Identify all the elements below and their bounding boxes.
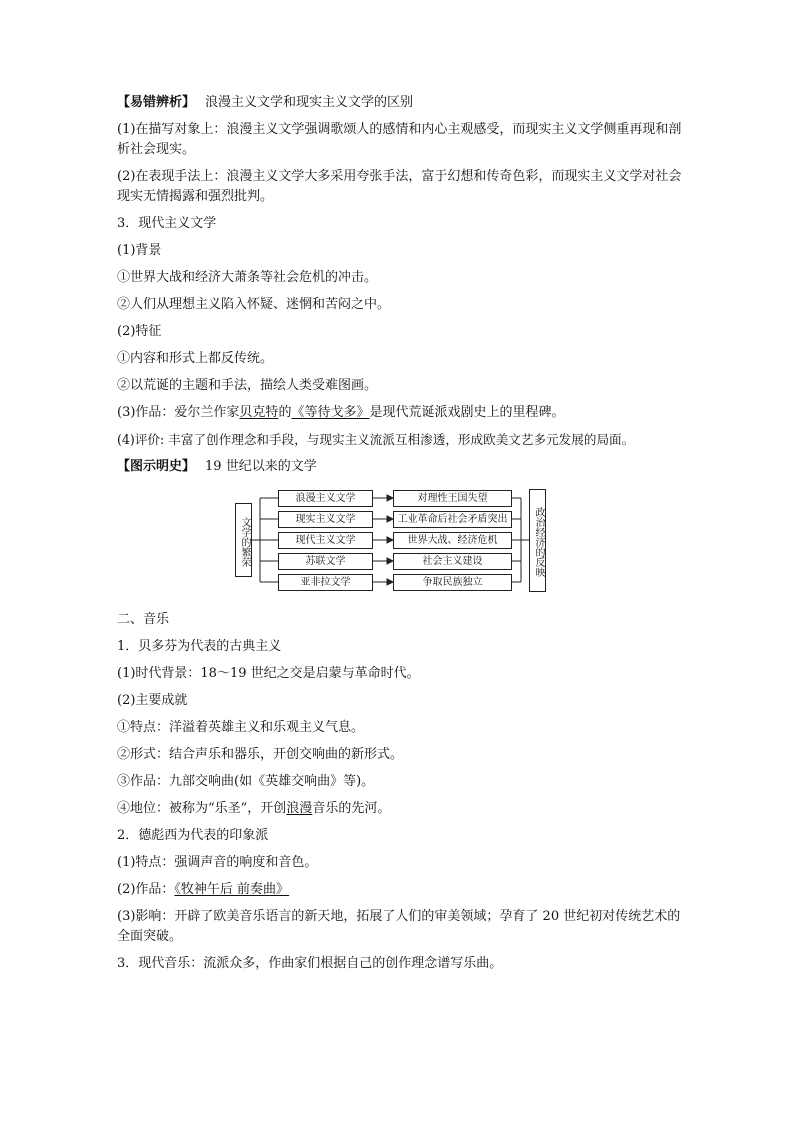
section-music-title: 二、音乐 xyxy=(117,612,170,627)
features-item-1: ①内容和形式上都反传统。 xyxy=(117,351,274,366)
cause-box: 世界大战、经济危机 xyxy=(393,532,512,549)
genre-box: 现代主义文学 xyxy=(278,532,373,549)
note-subtitle: 浪漫主义文学和现实主义文学的区别 xyxy=(205,95,414,110)
document-page xyxy=(117,93,687,981)
works-prefix: (3)作品：爱尔兰作家 xyxy=(117,405,240,420)
debussy-feature: (1)特点：强调声音的响度和音色。 xyxy=(117,855,318,870)
cause-box: 争取民族独立 xyxy=(393,574,512,591)
heading-modern-music: 3．现代音乐：流派众多，作曲家们根据自己的创作理念谱写乐曲。 xyxy=(117,956,503,971)
genre-box: 苏联文学 xyxy=(278,553,373,570)
works-mid: 的 xyxy=(278,405,292,420)
features-item-2: ②以荒诞的主题和手法，描绘人类受难图画。 xyxy=(117,378,378,393)
diagram-title: 【图示明史】 xyxy=(117,459,196,474)
debussy-influence: (3)影响：开辟了欧美音乐语言的新天地，拓展了人们的审美领域；孕育了 20 世纪初对传统艺术的全面突破。 xyxy=(117,909,681,944)
note-heading xyxy=(117,93,687,120)
diagram-left-label: 文学的繁荣 xyxy=(235,503,252,577)
achievement-4 xyxy=(117,799,687,826)
achievements-label: (2)主要成就 xyxy=(117,693,188,708)
achievement-1: ①特点：洋溢着英雄主义和乐观主义气息。 xyxy=(117,720,365,735)
works-suffix: 是现代荒诞派戏剧史上的里程碑。 xyxy=(369,405,565,420)
diagram-heading xyxy=(117,457,687,484)
heading-beethoven: 1．贝多芬为代表的古典主义 xyxy=(117,639,282,654)
paragraph-depiction: (1)在描写对象上：浪漫主义文学强调歌颂人的感情和内心主观感受，而现实主义文学侧重再现和剖析社会现实。 xyxy=(117,122,682,157)
status-underlined: 浪漫 xyxy=(286,801,313,816)
genre-box: 亚非拉文学 xyxy=(278,574,373,591)
debussy-works xyxy=(117,880,687,907)
status-suffix: 音乐的先河。 xyxy=(312,801,391,816)
debussy-works-title: 《牧神午后 前奏曲》 xyxy=(174,882,290,897)
achievement-2: ②形式：结合声乐和器乐，开创交响曲的新形式。 xyxy=(117,747,404,762)
genre-box: 现实主义文学 xyxy=(278,511,373,528)
literature-diagram xyxy=(117,486,687,596)
background-item-1: ①世界大战和经济大萧条等社会危机的冲击。 xyxy=(117,270,378,285)
paragraph-technique: (2)在表现手法上：浪漫主义文学大多采用夸张手法，富于幻想和传奇色彩，而现实主义文学对社会现实无情揭露和强烈批判。 xyxy=(117,169,682,204)
heading-debussy: 2．德彪西为代表的印象派 xyxy=(117,828,269,843)
heading-modernism: 3．现代主义文学 xyxy=(117,216,217,231)
status-prefix: ④地位：被称为“乐圣”，开创 xyxy=(117,801,287,816)
cause-box: 对理性王国失望 xyxy=(393,490,512,507)
diagram-right-label: 政治经济的反映 xyxy=(529,489,546,592)
achievement-3: ③作品：九部交响曲(如《英雄交响曲》等)。 xyxy=(117,774,375,789)
features-label: (2)特征 xyxy=(117,324,162,339)
era-background: (1)时代背景：18～19 世纪之交是启蒙与革命时代。 xyxy=(117,666,420,681)
works-title: 《等待戈多》 xyxy=(291,405,370,420)
diagram-subtitle: 19 世纪以来的文学 xyxy=(205,459,317,474)
genre-box: 浪漫主义文学 xyxy=(278,490,373,507)
background-label: (1)背景 xyxy=(117,243,162,258)
evaluation-line: (4)评价: 丰富了创作理念和手段，与现实主义流派互相渗透，形成欧美文艺多元发展的局面。 xyxy=(117,432,635,447)
cause-box: 社会主义建设 xyxy=(393,553,512,570)
works-line xyxy=(117,403,687,430)
note-title: 【易错辨析】 xyxy=(117,95,196,110)
debussy-works-prefix: (2)作品： xyxy=(117,882,175,897)
cause-box: 工业革命后社会矛盾突出 xyxy=(393,511,512,528)
works-author: 贝克特 xyxy=(239,405,279,420)
background-item-2: ②人们从理想主义陷入怀疑、迷惘和苦闷之中。 xyxy=(117,297,391,312)
